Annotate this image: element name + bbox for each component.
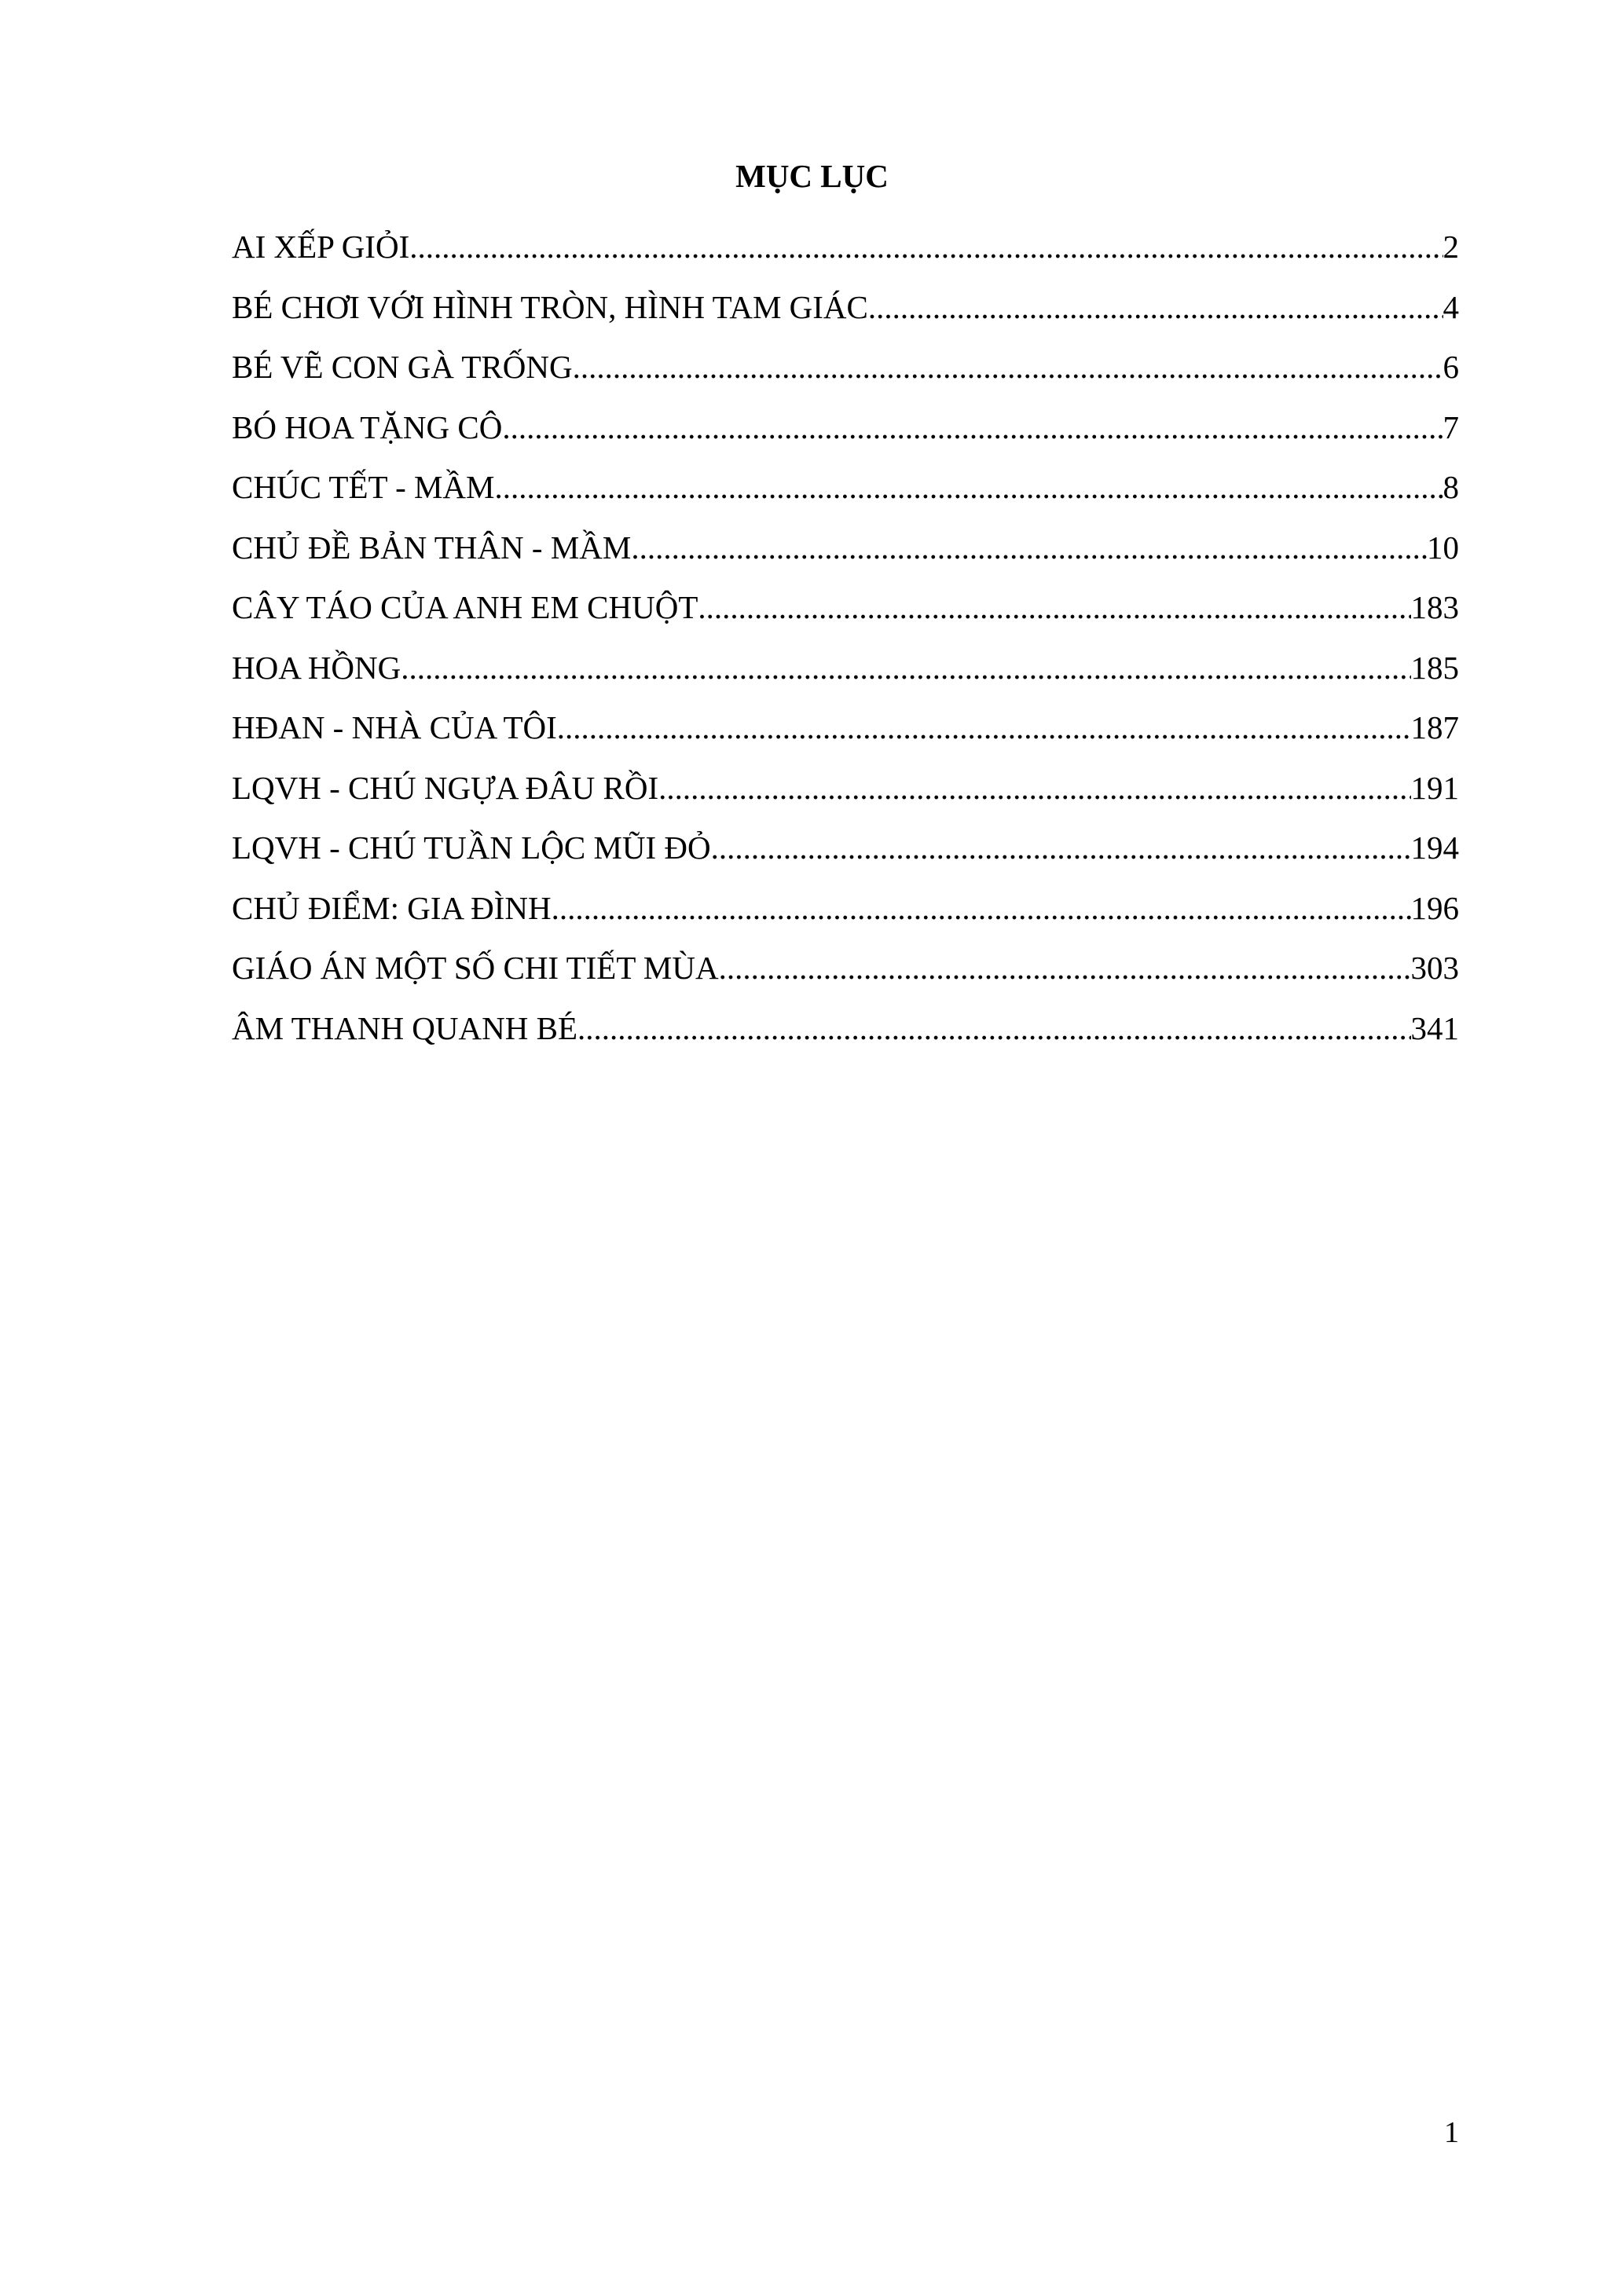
toc-entry-title: HĐAN - NHÀ CỦA TÔI (232, 709, 557, 745)
toc-entry-title: CHÚC TẾT - MẦM (232, 469, 495, 505)
toc-entry[interactable] (232, 345, 1459, 405)
toc-entry-title: GIÁO ÁN MỘT SỐ CHI TIẾT MÙA (232, 950, 719, 986)
toc-entry[interactable] (232, 225, 1459, 285)
toc-entry-page: 8 (1443, 469, 1459, 505)
toc-dot-leader (658, 766, 1410, 810)
toc-entry-title: BÉ CHƠI VỚI HÌNH TRÒN, HÌNH TAM GIÁC (232, 288, 868, 325)
toc-entry-title: CHỦ ĐIỂM: GIA ĐÌNH (232, 889, 552, 926)
toc-entry-page: 10 (1427, 529, 1459, 566)
toc-entry[interactable] (232, 886, 1459, 947)
toc-dot-leader (577, 1006, 1411, 1050)
toc-entry-title: BÓ HOA TẶNG CÔ (232, 408, 503, 445)
toc-entry[interactable] (232, 705, 1459, 766)
toc-entry[interactable] (232, 465, 1459, 525)
toc-entry-page: 183 (1410, 589, 1459, 625)
toc-dot-leader (495, 465, 1443, 509)
toc-entry[interactable] (232, 285, 1459, 346)
page-number: 1 (1444, 2116, 1459, 2149)
toc-dot-leader (557, 705, 1411, 749)
toc-dot-leader (573, 345, 1443, 389)
toc-entry[interactable] (232, 826, 1459, 886)
toc-entry[interactable] (232, 646, 1459, 706)
toc-dot-leader (409, 225, 1443, 269)
toc-dot-leader (631, 525, 1427, 569)
toc-entry[interactable] (232, 585, 1459, 646)
toc-entry-title: HOA HỒNG (232, 649, 401, 686)
toc-entry-title: CÂY TÁO CỦA ANH EM CHUỘT (232, 589, 698, 625)
toc-entry-title: BÉ VẼ CON GÀ TRỐNG (232, 349, 573, 385)
toc-entry-page: 187 (1410, 709, 1459, 745)
toc-title: MỤC LỤC (735, 158, 889, 194)
toc-entry-title: AI XẾP GIỎI (232, 229, 410, 265)
toc-dot-leader (711, 826, 1411, 870)
toc-entry[interactable] (232, 525, 1459, 586)
toc-entry-page: 191 (1410, 769, 1459, 806)
toc-entry-title: LQVH - CHÚ NGỰA ĐÂU RỒI (232, 769, 659, 806)
toc-entry-page: 2 (1443, 229, 1459, 265)
toc-entry-title: CHỦ ĐỀ BẢN THÂN - MẦM (232, 529, 632, 566)
toc-entry-page: 303 (1410, 950, 1459, 986)
toc-entry[interactable] (232, 766, 1459, 826)
toc-entry-page: 196 (1410, 889, 1459, 926)
toc-dot-leader (698, 585, 1410, 629)
toc-entry-page: 194 (1410, 829, 1459, 866)
toc-entry[interactable] (232, 405, 1459, 466)
toc-entry[interactable] (232, 1006, 1459, 1067)
toc-entry-title: ÂM THANH QUANH BÉ (232, 1009, 577, 1046)
toc-entry-title: LQVH - CHÚ TUẦN LỘC MŨI ĐỎ (232, 829, 711, 866)
toc-entry[interactable] (232, 946, 1459, 1006)
toc-dot-leader (868, 285, 1443, 329)
toc-entry-page: 7 (1443, 408, 1459, 445)
toc-dot-leader (552, 886, 1411, 930)
toc-entry-page: 341 (1410, 1009, 1459, 1046)
toc-entry-page: 6 (1443, 349, 1459, 385)
toc-dot-leader (719, 946, 1411, 990)
toc-dot-leader (401, 646, 1410, 690)
toc-dot-leader (502, 405, 1443, 449)
toc-entry-page: 4 (1443, 288, 1459, 325)
toc-list (232, 225, 1459, 1066)
toc-entry-page: 185 (1410, 649, 1459, 686)
